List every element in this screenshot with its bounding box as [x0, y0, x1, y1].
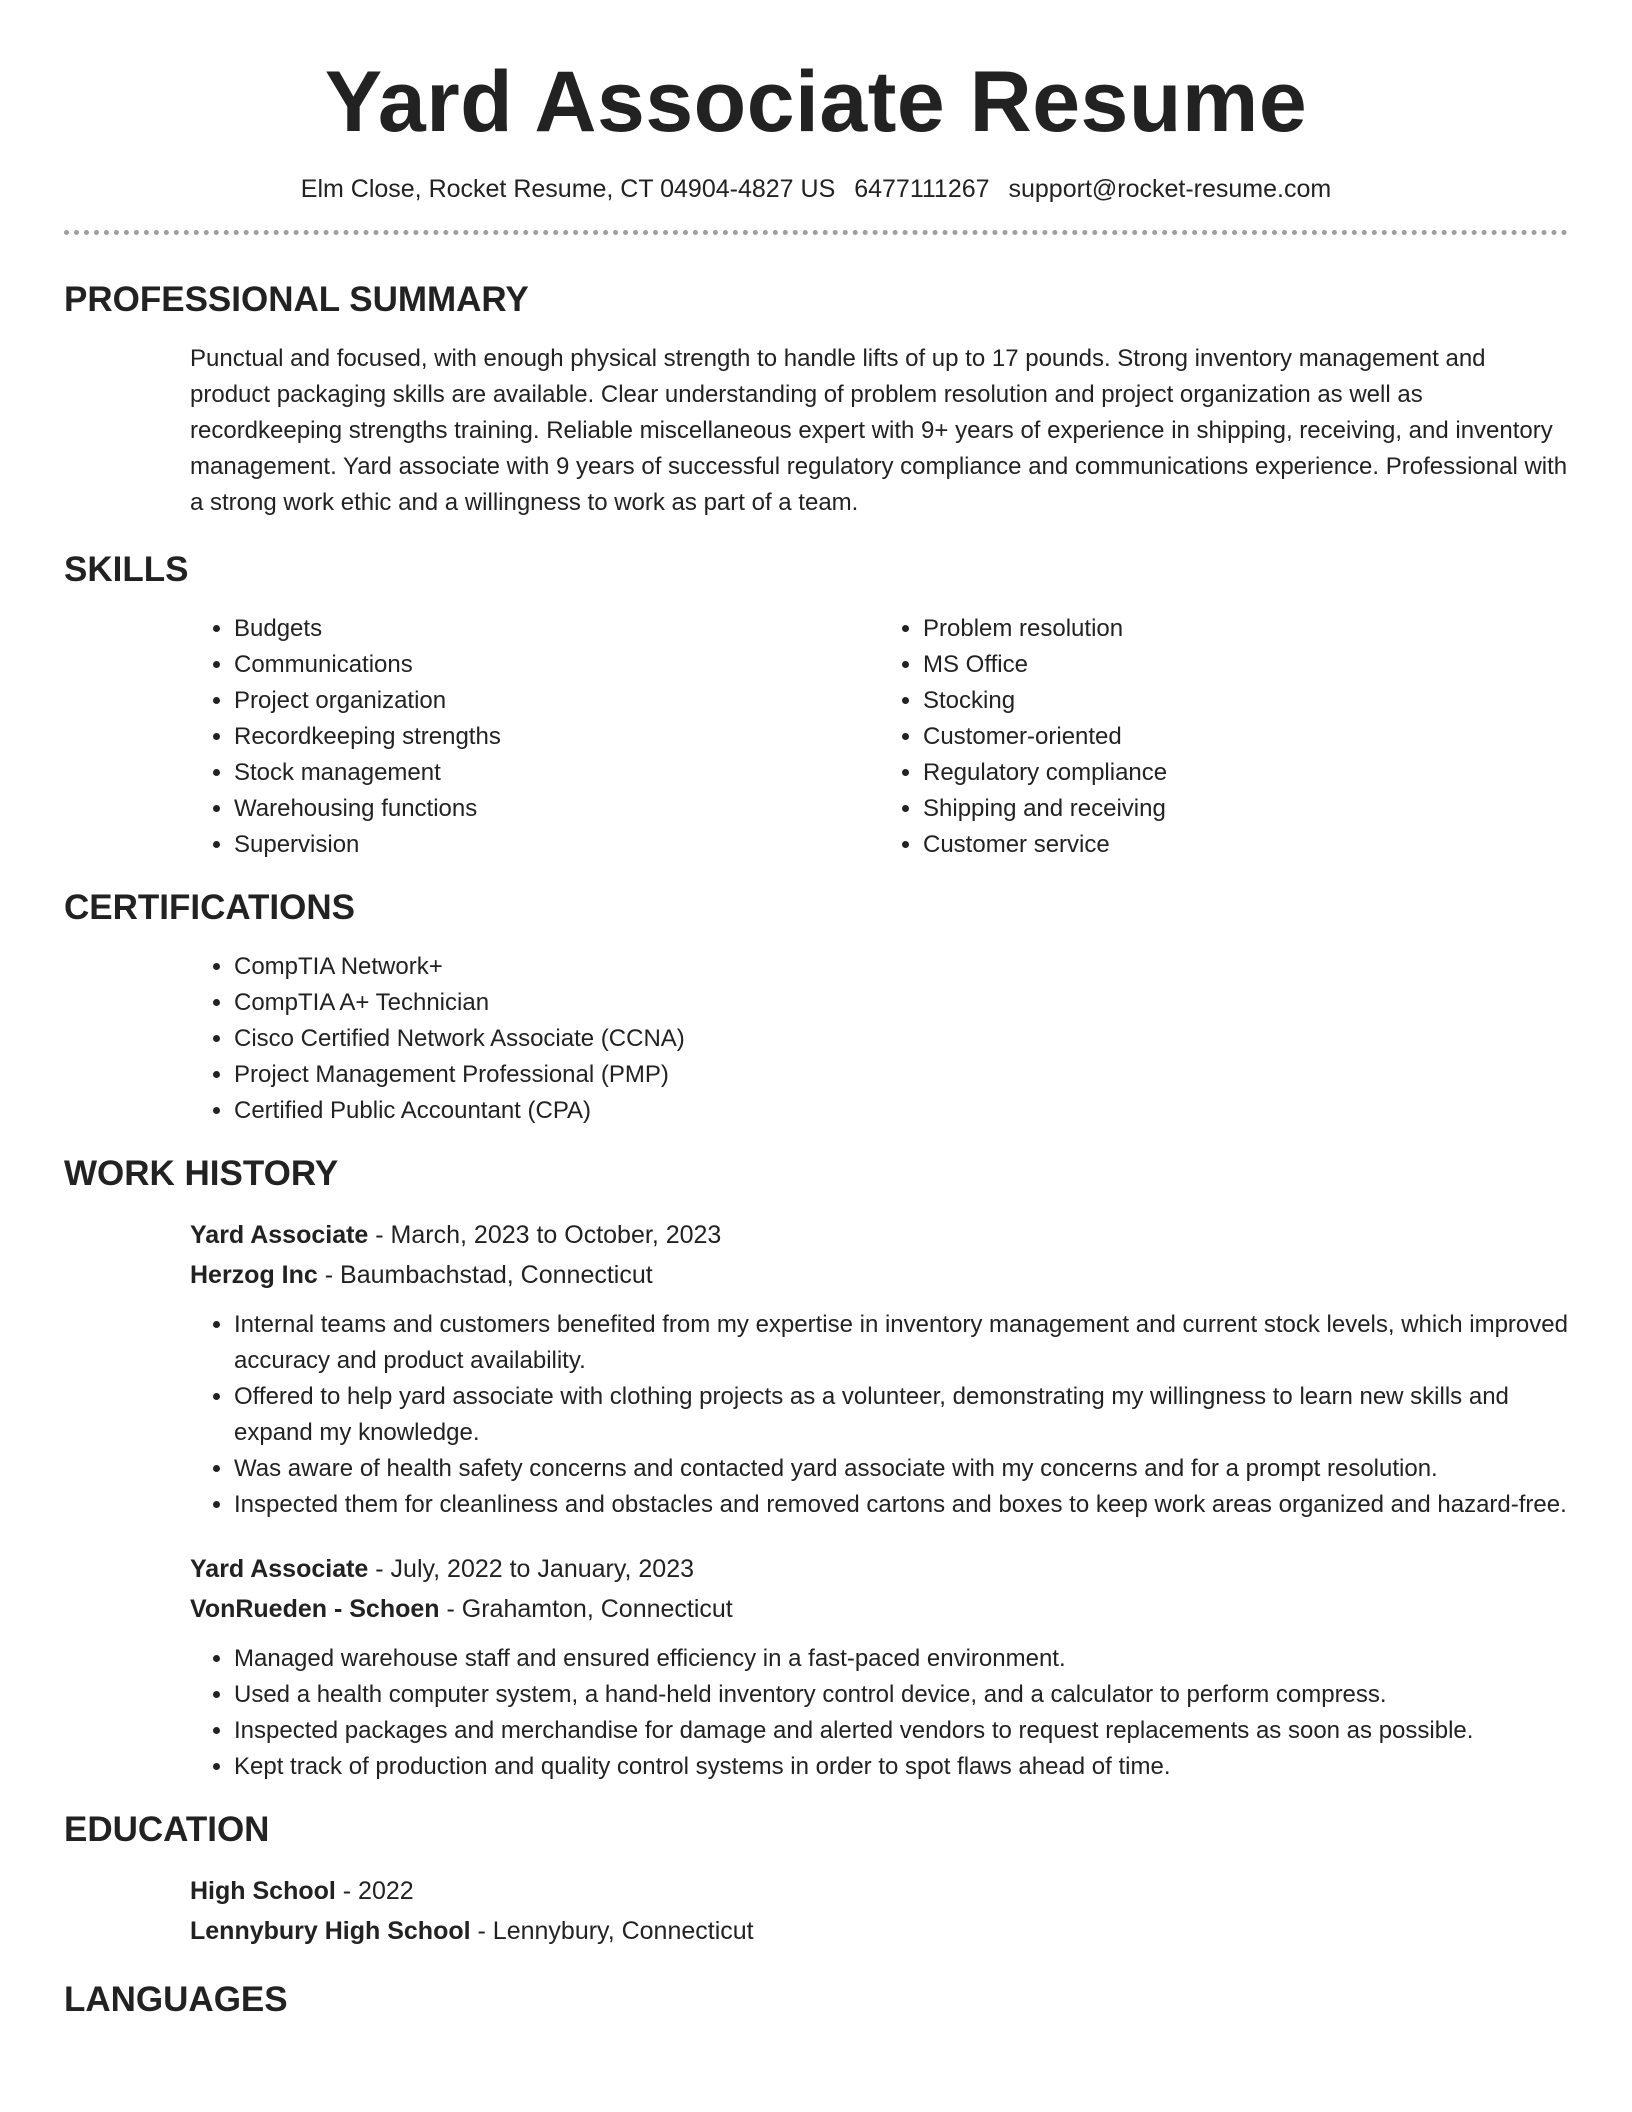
contact-phone: 6477111267 [854, 175, 990, 203]
job-company-line [190, 1589, 1568, 1629]
certification-item: • CompTIA A+ Technician [234, 985, 1568, 1021]
skill-item: • Budgets [234, 611, 879, 647]
job-dates: - July, 2022 to January, 2023 [368, 1555, 695, 1583]
section-title-languages: LANGUAGES [64, 1980, 288, 2019]
education-entry [190, 1871, 1568, 1951]
job-role: Yard Associate [190, 1555, 369, 1583]
job-title-line [190, 1549, 1568, 1589]
job-company: Herzog Inc [190, 1261, 318, 1289]
job-role: Yard Associate [190, 1221, 369, 1249]
job-dates: - March, 2023 to October, 2023 [368, 1221, 722, 1249]
skill-item: • Recordkeeping strengths [234, 719, 879, 755]
section-title-skills: SKILLS [64, 550, 189, 589]
education-school-line [190, 1911, 1568, 1951]
job-bullet: • Inspected them for cleanliness and obstacles and removed cartons and boxes to keep work areas organized and hazard-free. [234, 1487, 1568, 1523]
contact-line [64, 174, 1568, 204]
job-bullet: • Used a health computer system, a hand-held inventory control device, and a calculator to perform compress. [234, 1677, 1568, 1713]
job-entry [190, 1549, 1568, 1785]
job-company: VonRueden - Schoen [190, 1595, 440, 1623]
skill-item: • Customer service [923, 827, 1568, 863]
skill-item: • Warehousing functions [234, 791, 879, 827]
job-title-line [190, 1215, 1568, 1255]
job-bullets [190, 1641, 1568, 1785]
skill-item: • Communications [234, 647, 879, 683]
skill-item: • Problem resolution [923, 611, 1568, 647]
skill-item: • Regulatory compliance [923, 755, 1568, 791]
skill-item: • Project organization [234, 683, 879, 719]
education-school: Lennybury High School [190, 1917, 471, 1945]
section-title-work-history: WORK HISTORY [64, 1154, 339, 1193]
header-divider [64, 230, 1568, 235]
job-company-line [190, 1255, 1568, 1295]
skill-item: • Stocking [923, 683, 1568, 719]
skill-item: • Supervision [234, 827, 879, 863]
education-year: - 2022 [335, 1877, 414, 1905]
job-location: - Grahamton, Connecticut [439, 1595, 733, 1623]
job-bullet: • Inspected packages and merchandise for damage and alerted vendors to request replacements as soon as possible. [234, 1713, 1568, 1749]
job-entry [190, 1215, 1568, 1523]
skills-list [190, 611, 1568, 863]
certification-item: • CompTIA Network+ [234, 949, 1568, 985]
job-bullet: • Internal teams and customers benefited from my expertise in inventory management and current stock levels, which improved accuracy and product availability. [234, 1307, 1568, 1379]
job-bullets [190, 1307, 1568, 1523]
contact-address: Elm Close, Rocket Resume, CT 04904-4827 US [300, 175, 836, 203]
skills-column-left [190, 611, 879, 863]
education-degree: High School [190, 1877, 336, 1905]
job-bullet: • Offered to help yard associate with clothing projects as a volunteer, demonstrating my willingness to learn new skills and expand my knowledge. [234, 1379, 1568, 1451]
certification-item: • Cisco Certified Network Associate (CCNA) [234, 1021, 1568, 1057]
education-degree-line [190, 1871, 1568, 1911]
section-title-education: EDUCATION [64, 1810, 270, 1849]
education-location: - Lennybury, Connecticut [470, 1917, 754, 1945]
job-bullet: • Managed warehouse staff and ensured efficiency in a fast-paced environment. [234, 1641, 1568, 1677]
skill-item: • MS Office [923, 647, 1568, 683]
certification-item: • Project Management Professional (PMP) [234, 1057, 1568, 1093]
job-location: - Baumbachstad, Connecticut [317, 1261, 653, 1289]
summary-text: Punctual and focused, with enough physical strength to handle lifts of up to 17 pounds. Strong inventory management and product packaging skills are available. Clear understanding of problem resolution and project organization as well as recordkeeping strengths training. Reliable miscellaneous expert with 9+ years of experience in shipping, receiving, and inventory management. Yard associate with 9 years of successful regulatory compliance and communications experience. Professional with a strong work ethic and a willingness to work as part of a team. [190, 345, 1568, 516]
certifications-list [190, 949, 1568, 1129]
skills-column-right [879, 611, 1568, 863]
resume-title: Yard Associate Resume [324, 54, 1308, 150]
skill-item: • Shipping and receiving [923, 791, 1568, 827]
section-title-certifications: CERTIFICATIONS [64, 888, 356, 927]
section-title-summary: PROFESSIONAL SUMMARY [64, 280, 529, 319]
skill-item: • Customer-oriented [923, 719, 1568, 755]
job-bullet: • Was aware of health safety concerns and contacted yard associate with my concerns and for a prompt resolution. [234, 1451, 1568, 1487]
resume-page [64, 0, 1568, 2021]
skill-item: • Stock management [234, 755, 879, 791]
job-bullet: • Kept track of production and quality control systems in order to spot flaws ahead of time. [234, 1749, 1568, 1785]
contact-email: support@rocket-resume.com [1008, 175, 1332, 203]
certification-item: • Certified Public Accountant (CPA) [234, 1093, 1568, 1129]
